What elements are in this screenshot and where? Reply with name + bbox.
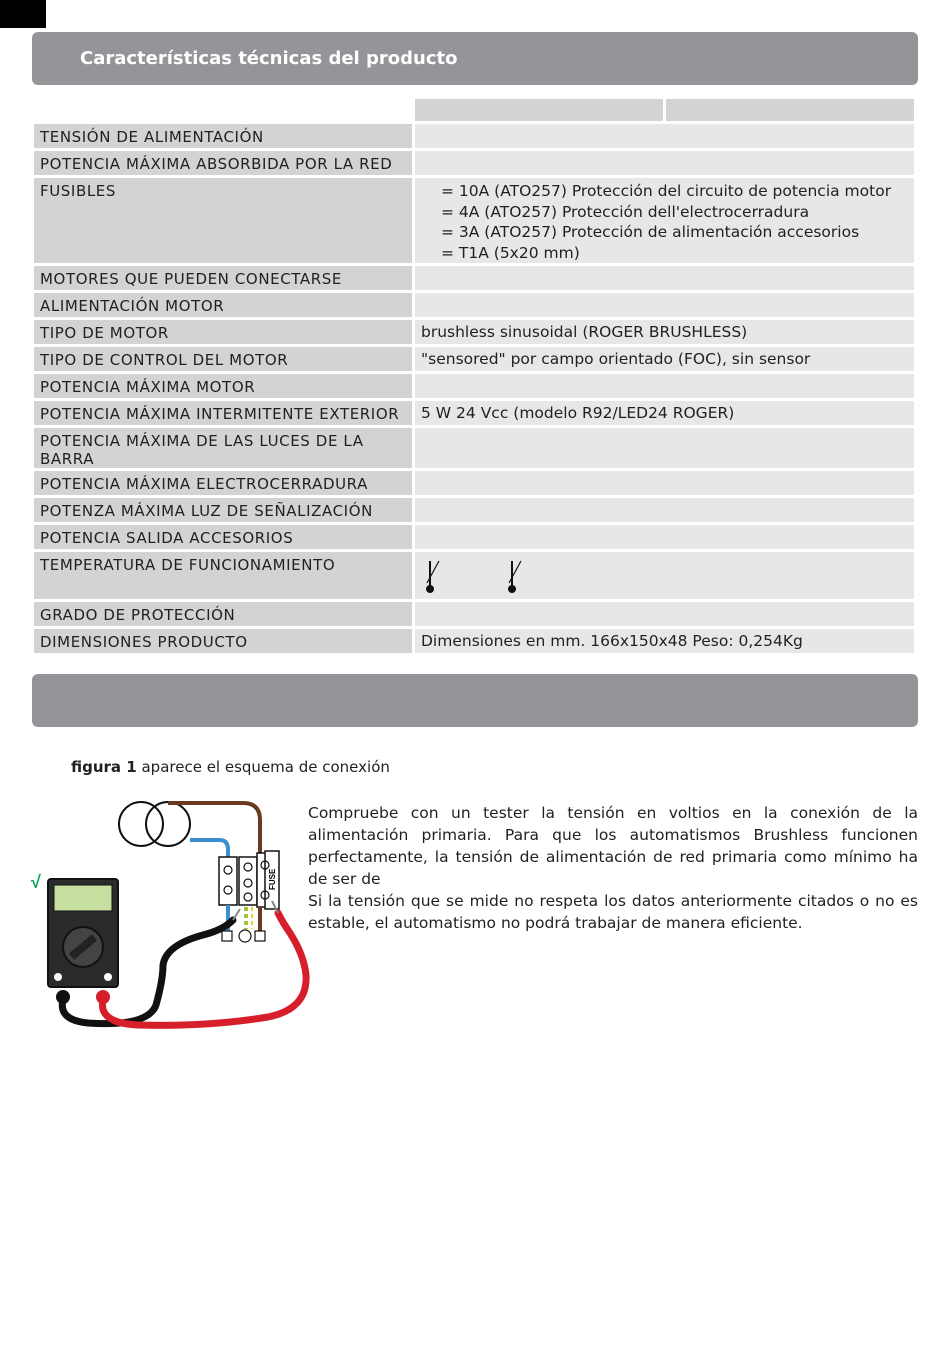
blue-wire (190, 840, 228, 859)
table-row (34, 629, 914, 653)
thermometer-low-icon (421, 557, 443, 599)
table-row (34, 293, 914, 317)
spec-label: MOTORES QUE PUEDEN CONECTARSE (34, 266, 415, 290)
spec-label: POTENCIA MÁXIMA MOTOR (34, 374, 415, 398)
spec-label: TENSIÓN DE ALIMENTACIÓN (34, 124, 415, 148)
section-title: Características técnicas del producto (80, 48, 458, 69)
spec-label: DIMENSIONES PRODUCTO (34, 629, 415, 653)
spec-value (415, 293, 914, 317)
header-cell-1 (415, 99, 663, 121)
spec-label: TEMPERATURA DE FUNCIONAMIENTO (34, 552, 415, 599)
table-row (34, 602, 914, 626)
table-row (34, 428, 914, 468)
spec-label: ALIMENTACIÓN MOTOR (34, 293, 415, 317)
spec-value: brushless sinusoidal (ROGER BRUSHLESS) (415, 320, 914, 344)
table-row (34, 401, 914, 425)
spec-value (415, 124, 914, 148)
section-header-specs (32, 32, 918, 85)
red-probe-jack (96, 990, 110, 1004)
section-header-connection (32, 674, 918, 727)
terminal-l (255, 931, 265, 941)
spec-value: 5 W 24 Vcc (modelo R92/LED24 ROGER) (415, 401, 914, 425)
body-text (308, 802, 918, 934)
paragraph: Compruebe con un tester la tensión en voltios en la conexión de la alimentación primaria. Para que los automatismos Brushless funcionen perfectamente, la tensión de alimentación de red primaria como mínimo ha de ser de (308, 804, 918, 888)
spec-label: POTENCIA MÁXIMA ELECTROCERRADURA (34, 471, 415, 495)
table-row (34, 552, 914, 599)
figure-caption (71, 758, 390, 776)
spec-value: "sensored" por campo orientado (FOC), sin sensor (415, 347, 914, 371)
spec-value (415, 498, 914, 522)
connection-diagram (28, 795, 313, 1040)
spec-label: POTENCIA MÁXIMA ABSORBIDA POR LA RED (34, 151, 415, 175)
spec-value (415, 178, 914, 263)
terminal-block (239, 857, 257, 905)
table-row (34, 525, 914, 549)
table-row (34, 266, 914, 290)
spec-label: GRADO DE PROTECCIÓN (34, 602, 415, 626)
terminal-n (222, 931, 232, 941)
multimeter-display (54, 885, 112, 911)
fuse-line: = T1A (5x20 mm) (441, 243, 580, 262)
spec-value (415, 471, 914, 495)
spec-label: POTENCIA MÁXIMA INTERMITENTE EXTERIOR (34, 401, 415, 425)
header-cell-2 (666, 99, 914, 121)
black-probe-jack (56, 990, 70, 1004)
page-corner-tab (0, 0, 46, 28)
spec-value (415, 428, 914, 468)
spec-value (415, 552, 914, 599)
table-row (34, 178, 914, 263)
spec-value: Dimensiones en mm. 166x150x48 Peso: 0,254Kg (415, 629, 914, 653)
table-header-row (34, 99, 914, 121)
table-row (34, 498, 914, 522)
earth-icon (239, 930, 251, 942)
fuse-line: = 4A (ATO257) Protección dell'electrocerradura (441, 202, 810, 221)
spec-label: POTENCIA SALIDA ACCESORIOS (34, 525, 415, 549)
fuse-label: FUSE (268, 868, 277, 890)
fuse-line: = 10A (ATO257) Protección del circuito de potencia motor (441, 182, 892, 200)
fuse-line: = 3A (ATO257) Protección de alimentación accesorios (441, 223, 860, 241)
spec-value (415, 151, 914, 175)
spec-value (415, 266, 914, 290)
table-row (34, 151, 914, 175)
spec-label: POTENCIA MÁXIMA DE LAS LUCES DE LA BARRA (34, 428, 415, 468)
spec-value (415, 374, 914, 398)
spec-label: TIPO DE CONTROL DEL MOTOR (34, 347, 415, 371)
spec-value (415, 525, 914, 549)
table-row (34, 320, 914, 344)
figure-caption-text: aparece el esquema de conexión (136, 758, 390, 776)
spec-table (34, 96, 914, 656)
table-row (34, 347, 914, 371)
spec-label: TIPO DE MOTOR (34, 320, 415, 344)
transformer-icon (119, 802, 163, 846)
paragraph: Si la tensión que se mide no respeta los datos anteriormente citados o no es estable, el automatismo no podrá trabajar de manera eficiente. (308, 892, 918, 932)
table-row (34, 471, 914, 495)
terminal-block (219, 857, 237, 905)
brown-wire (168, 803, 260, 857)
thermometer-high-icon (503, 557, 525, 599)
table-row (34, 374, 914, 398)
figure-ref: figura 1 (71, 758, 137, 776)
red-probe-lead (102, 913, 306, 1025)
spec-label: FUSIBLES (34, 178, 415, 263)
spec-label: POTENZA MÁXIMA LUZ DE SEÑALIZACIÓN (34, 498, 415, 522)
spec-value (415, 602, 914, 626)
check-icon: √ (31, 872, 41, 892)
table-row (34, 124, 914, 148)
